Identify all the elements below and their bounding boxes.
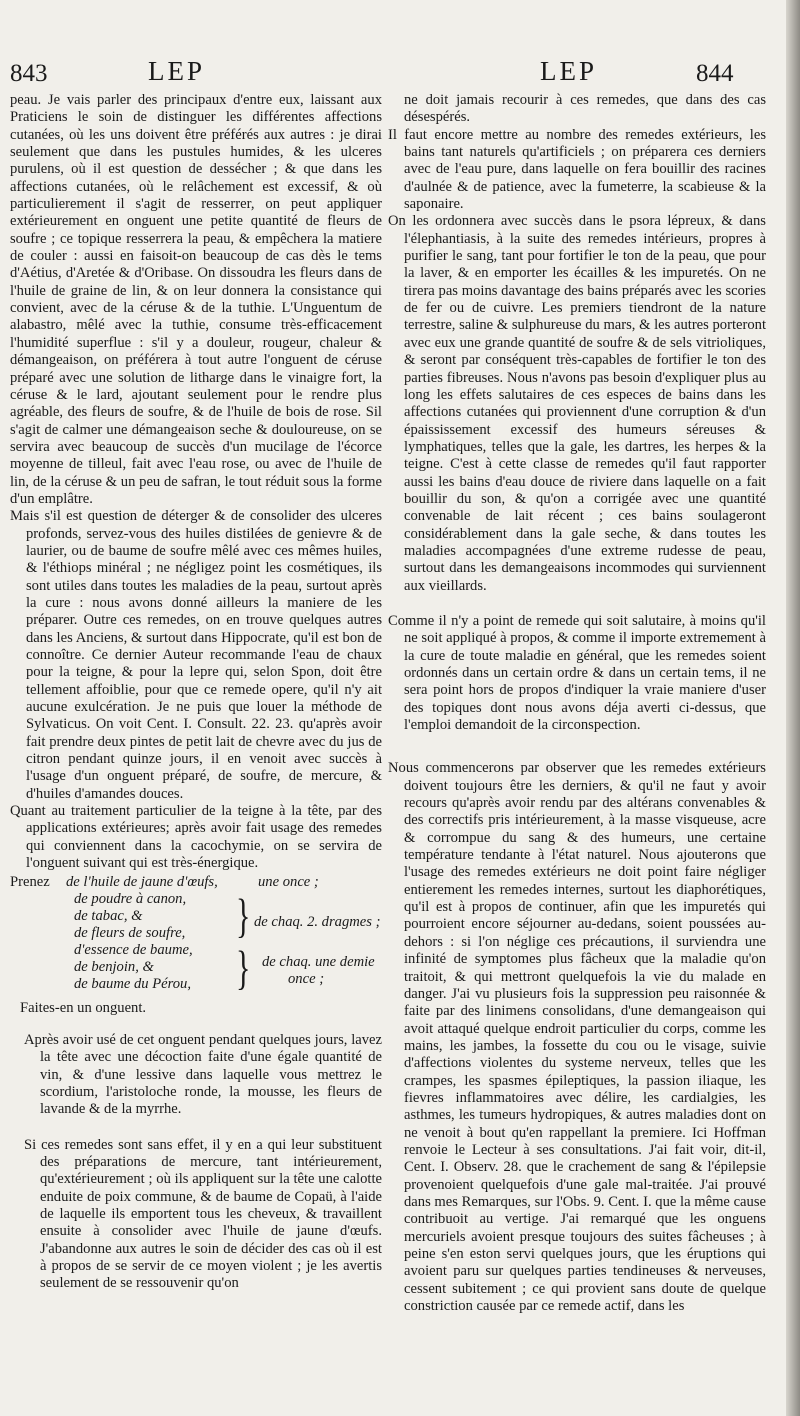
right-page-number: 844 bbox=[696, 60, 734, 87]
recipe-ingredient: de baume du Pérou, bbox=[74, 976, 191, 993]
left-page-number: 843 bbox=[10, 60, 48, 87]
paragraph: Il faut encore mettre au nombre des remedes extérieurs, les bains tant naturels qu'artificiels ; on préparera ces derniers avec de l'eau pure, dans laquelle on fera bouillir des racines d'aulnée & de patience, avec la fumeterre, la scabieuse & la saponaire. bbox=[388, 126, 766, 213]
recipe-ingredient: de fleurs de soufre, bbox=[74, 925, 186, 942]
recipe-quantity: once ; bbox=[288, 971, 325, 988]
paragraph: Nous commencerons par observer que les remedes extérieurs doivent toujours être les derniers, & qu'il ne faut y avoir recours qu'après avoir rendu par des altérans convenables & des correctifs pris intérieurement, à la masse visqueuse, acre & corrompue du sang & des humeurs, une certaine température tendante à l'état naturel. Nous ajouterons que l'usage des remedes extérieurs ne doit point faire négliger entierement les remedes internes, surtout les diaphorétiques, qu'il est à propos de continuer, afin que les impuretés qui pourroient encore séjourner au-dedans, soient poussées au-dehors : si l'on néglige ces précautions, il surviendra une infinité de symptomes plus fâcheux que la maladie qu'on traitoit, & qui mettront quelquefois la vie du malade en danger. J'ai vu plusieurs fois la suppression peu raisonnée & faite par des linimens consolidans, d'une demangeaison qui avoit attaqué quelque endroit particulier du corps, comme les mains, les jambes, la fossette du cou ou le visage, suivie d'affections violentes du systeme nerveux, telles que les crampes, les spasmes épileptiques, la passion iliaque, les fievres inflammatoires avec délire, les cardialgies, les asthmes, les tumeurs hydropiques, & autres maladies dont on ne venoit à bout qu'en rappellant la premiere. Ici Hoffman renvoie le Lecteur à ses consultations. J'ai fait voir, dit-il, Cent. I. Observ. 28. que le crachement de sang & l'épilepsie provenoient quelquefois d'une gale mal-traitée. J'ai prouvé dans mes Remarques, sur l'Obs. 9. Cent. I. que la même cause contribuoit au vertige. J'ai remarqué que les onguens mercuriels avoient presque toujours des suites fâcheuses ; à peine s'en eston servi quelques jours, que les éruptions qui avoient paru sur quelques parties tendineuses & nerveuses, cessent subitement ; ce qui provient sans doute de quelque constriction causée par ce remede actif, dans les bbox=[388, 760, 766, 1315]
spacer bbox=[388, 734, 766, 760]
right-running-head: LEP bbox=[540, 56, 598, 86]
recipe-block bbox=[10, 874, 382, 1000]
brace-icon: } bbox=[236, 942, 251, 996]
left-column bbox=[10, 92, 382, 1293]
recipe-ingredient: de poudre à canon, bbox=[74, 891, 187, 908]
paragraph: peau. Je vais parler des principaux d'entre eux, laissant aux Praticiens le soin de distinguer les différentes affections cutanées, où les uns doivent être préférés aux autres : je dirai seulement que dans les pustules humides, & les ulceres purulens, où il est question de dessécher ; & que dans les affections cutanées, où le relâchement est excessif, & où particulierement il s'agit de resserrer, on peut appliquer extérieurement en onguent une petite quantité de fleurs de soufre ; ce topique resserrera la peau, & empêchera la matiere de couler : aussi en faisoit-on beaucoup de cas dès le tems d'Aétius, d'Aretée & d'Oribase. On dissoudra les fleurs dans de l'huile de graine de lin, & on leur donnera la consistance qui convient, avec de la céruse & de la tuthie. L'Unguentum de alabastro, mêlé avec la tuthie, consume très-efficacement l'humidité superflue : s'il y a douleur, rougeur, chaleur & démangeaison, on préférera à tout autre l'onguent de céruse préparé avec une solution de litharge dans le vinaigre fort, la céruse & le lard, ajoutant seulement pour le rendre plus agréable, des fleurs de soufre, & de l'huile de bois de rose. Sil s'agit de calmer une démangeaison seche & douloureuse, on se servira avec beaucoup de succès d'un mucilage de l'écorce moyenne de tilleul, fait avec l'eau rose, ou avec de l'huile de lin, de la céruse & un peu de safran, le tout réduit sous la forme d'un emplâtre. bbox=[10, 92, 382, 507]
paragraph: Mais s'il est question de déterger & de consolider des ulceres profonds, servez-vous des huiles distilées de genievre & de laurier, ou de baume de soufre mêlé avec ces mêmes huiles, & l'éthiops minéral ; ne négligez point les cosmétiques, ils sont utiles dans toutes les maladies de la peau, surtout après la cure : nous avons donné ailleurs la maniere de les préparer. Outre ces remedes, on en trouve quelques autres dans les Anciens, & surtout dans Hippocrate, qu'il est bon de connoître. Ce dernier Auteur recommande l'eau de chaux pour la teigne, & pour la lepre qui, selon Spon, doit être tellement affoiblie, pour que ce remede opere, qu'il n'y ait aucune exulcération. Je ne puis que louer la méthode de Sylvaticus. On voit Cent. I. Consult. 22. 23. qu'après avoir fait prendre deux pintes de petit lait de chevre avec du jus de citron pendant quinze jours, il en venoit avec succès à l'usage d'un onguent préparé, de soufre, de mercure, & d'huiles d'amandes douces. bbox=[10, 508, 382, 802]
recipe-ingredient: d'essence de baume, bbox=[74, 942, 193, 959]
right-column bbox=[388, 92, 766, 1315]
recipe-closing: Faites-en un onguent. bbox=[20, 1000, 147, 1017]
recipe-quantity: une once ; bbox=[258, 874, 319, 891]
recipe-lead: Prenez bbox=[10, 874, 50, 891]
paragraph: On les ordonnera avec succès dans le psora lépreux, & dans l'élephantiasis, à la suite des remedes intérieurs, propres à purifier le sang, tant pour fortifier le ton de la peau, que pour la laver, & en emporter les écailles & les impuretés. On ne tirera pas moins davantage des bains préparés avec les scories de fer ou de cuivre. Les premiers tiendront de la nature terrestre, saline & sulphureuse du mars, & les autres porteront avec eux une grande quantité de soufre & de sels vitrioliques, & seront par conséquent très-capables de fortifier le ton des parties fibreuses. Nous n'avons pas besoin d'expliquer plus au long les effets salutaires de ces especes de bains dans les affections cutanées qui proviennent d'une corruption & d'un épaississement excessif des humeurs séreuses & lymphatiques, telles que la gale, les dartres, les herpes & la teigne. C'est à cette classe de remedes qu'il faut rapporter aussi les bains d'eau douce de riviere dans laquelle on a fait bouillir du son, & qu'on a corrigée avec une quantité convenable de lait récent ; ces bains soulageront considérablement dans la gale seche, & dans toutes les maladies accompagnées d'une extreme rudesse de peau, surtout dans les demangeaisons incommodes qui surviennent aux vieillards. bbox=[388, 213, 766, 594]
spacer bbox=[10, 1119, 382, 1137]
recipe-ingredient: de benjoin, & bbox=[74, 959, 154, 976]
recipe-quantity: de chaq. une demie bbox=[262, 954, 375, 971]
paragraph: Quant au traitement particulier de la teigne à la tête, par des applications extérieures; après avoir fait usage des remedes qui conviennent dans la cacochymie, on se servira de l'onguent suivant qui est très-énergique. bbox=[10, 803, 382, 872]
paragraph: Après avoir usé de cet onguent pendant quelques jours, lavez la tête avec une décoction faite d'une égale quantité de vin, & d'une lessive dans laquelle vous mettrez le scordium, l'aristoloche ronde, la mousse, les fleurs de lavande & de la myrrhe. bbox=[24, 1031, 382, 1118]
brace-icon: } bbox=[236, 890, 251, 944]
page-edge bbox=[786, 0, 800, 1416]
paragraph: Si ces remedes sont sans effet, il y en a qui leur substituent des préparations de mercure, tant intérieurement, qu'extérieurement ; où ils appliquent sur la tête une calotte enduite de poix commune, & de baume de Copaü, à l'aide de laquelle ils emportent tous les cheveux, & travaillent ensuite à consolider avec l'huile de jaune d'œufs. J'abandonne aux autres le soin de décider des cas où il est à propos de se servir de ce moyen violent ; je les avertis seulement de se ressouvenir qu'on bbox=[24, 1136, 382, 1292]
paragraph: Comme il n'y a point de remede qui soit salutaire, à moins qu'il ne soit appliqué à propos, & comme il importe extremement à la cure de toute maladie en général, que les remedes soient ordonnés dans un certain ordre & dans un certain tems, il ne sera point hors de propos d'indiquer la vraie maniere d'user des topiques dont nous avons déja averti ci-dessus, que l'emploi demandoit de la circonspection. bbox=[388, 612, 766, 734]
recipe-quantity: de chaq. 2. dragmes ; bbox=[254, 914, 381, 931]
left-running-head: LEP bbox=[148, 56, 206, 86]
recipe-ingredient: de l'huile de jaune d'œufs, bbox=[66, 874, 218, 891]
recipe-ingredient: de tabac, & bbox=[74, 908, 143, 925]
paragraph: ne doit jamais recourir à ces remedes, que dans des cas désespérés. bbox=[404, 92, 766, 126]
spacer bbox=[388, 595, 766, 613]
